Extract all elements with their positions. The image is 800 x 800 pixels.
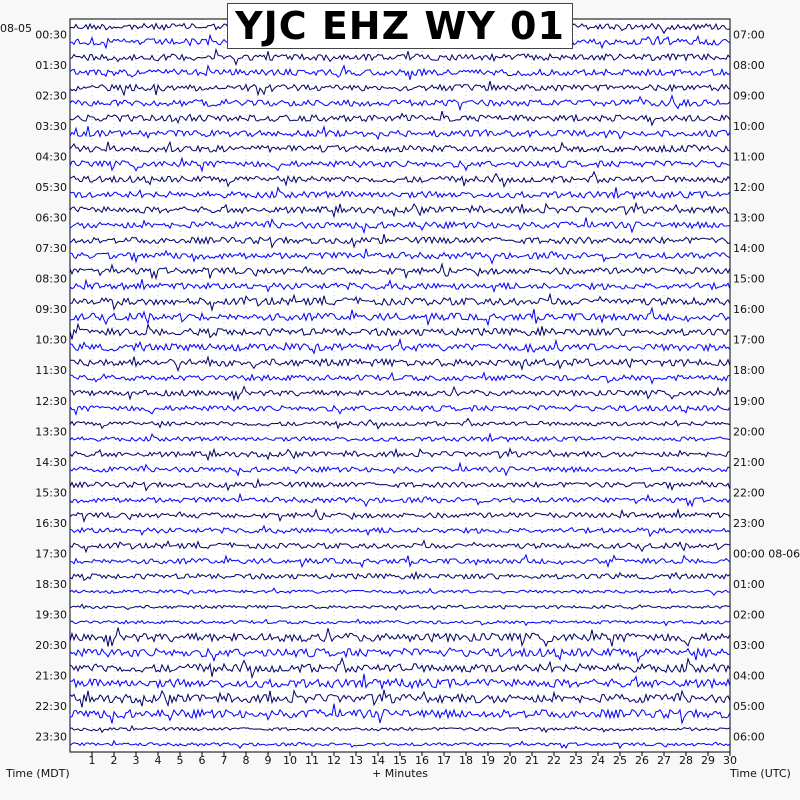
time-label-mdt: 15:30 xyxy=(35,486,67,500)
time-label-mdt: 03:30 xyxy=(35,119,67,133)
x-tick-label: 16 xyxy=(415,754,429,767)
x-tick-label: 17 xyxy=(437,754,451,767)
time-label-mdt: 19:30 xyxy=(35,608,67,622)
minutes-axis-label: + Minutes xyxy=(372,767,429,780)
x-tick-label: 25 xyxy=(613,754,627,767)
x-tick-label: 18 xyxy=(459,754,473,767)
x-tick-label: 27 xyxy=(657,754,671,767)
chart-title: YJC EHZ WY 01 xyxy=(227,3,573,49)
time-axis-label-left: Time (MDT) xyxy=(6,767,70,780)
time-label-utc: 18:00 xyxy=(733,364,765,378)
time-label-utc: 22:00 xyxy=(733,486,765,500)
x-tick-label: 6 xyxy=(198,754,206,767)
x-tick-label: 15 xyxy=(393,754,407,767)
time-label-utc: 13:00 xyxy=(733,211,765,225)
time-label-utc: 15:00 xyxy=(733,272,765,286)
x-tick-label: 14 xyxy=(371,754,385,767)
x-tick-label: 8 xyxy=(242,754,250,767)
time-label-utc: 04:00 xyxy=(733,669,765,683)
date-label-left: 08-05 xyxy=(0,22,32,35)
time-label-utc: 01:00 xyxy=(733,578,765,592)
time-label-mdt: 21:30 xyxy=(35,669,67,683)
time-label-mdt: 10:30 xyxy=(35,333,67,347)
time-label-utc: 09:00 xyxy=(733,89,765,103)
time-label-utc: 21:00 xyxy=(733,455,765,469)
plot-background xyxy=(70,19,730,752)
time-label-mdt: 13:30 xyxy=(35,425,67,439)
time-label-utc: 10:00 xyxy=(733,119,765,133)
x-tick-label: 5 xyxy=(176,754,184,767)
x-tick-label: 1 xyxy=(88,754,96,767)
x-tick-label: 11 xyxy=(305,754,319,767)
time-label-utc: 20:00 xyxy=(733,425,765,439)
time-label-utc: 02:00 xyxy=(733,608,765,622)
time-label-mdt: 22:30 xyxy=(35,700,67,714)
x-tick-label: 10 xyxy=(283,754,297,767)
time-label-mdt: 14:30 xyxy=(35,455,67,469)
time-label-utc: 12:00 xyxy=(733,180,765,194)
x-tick-label: 21 xyxy=(525,754,539,767)
time-label-mdt: 12:30 xyxy=(35,394,67,408)
x-tick-label: 26 xyxy=(635,754,649,767)
x-tick-label: 24 xyxy=(591,754,605,767)
x-tick-label: 2 xyxy=(110,754,118,767)
time-label-mdt: 20:30 xyxy=(35,639,67,653)
x-tick-group xyxy=(89,752,738,767)
time-label-mdt: 08:30 xyxy=(35,272,67,286)
time-label-mdt: 01:30 xyxy=(35,58,67,72)
x-tick-label: 4 xyxy=(154,754,162,767)
time-label-utc: 16:00 xyxy=(733,303,765,317)
x-tick-label: 29 xyxy=(701,754,715,767)
x-tick-label: 7 xyxy=(220,754,228,767)
time-label-utc: 17:00 xyxy=(733,333,765,347)
time-label-mdt: 16:30 xyxy=(35,516,67,530)
x-tick-label: 30 xyxy=(723,754,737,767)
time-label-mdt: 07:30 xyxy=(35,242,67,256)
time-label-mdt: 18:30 xyxy=(35,578,67,592)
time-label-utc: 08:00 xyxy=(733,58,765,72)
time-label-utc: 07:00 xyxy=(733,28,765,42)
time-label-mdt: 17:30 xyxy=(35,547,67,561)
time-label-utc: 03:00 xyxy=(733,639,765,653)
x-tick-label: 19 xyxy=(481,754,495,767)
time-label-utc: 11:00 xyxy=(733,150,765,164)
time-label-mdt: 23:30 xyxy=(35,730,67,744)
time-label-mdt: 11:30 xyxy=(35,364,67,378)
time-label-mdt: 06:30 xyxy=(35,211,67,225)
time-label-utc: 06:00 xyxy=(733,730,765,744)
time-label-mdt: 04:30 xyxy=(35,150,67,164)
x-tick-label: 12 xyxy=(327,754,341,767)
time-label-utc: 14:00 xyxy=(733,242,765,256)
x-tick-label: 13 xyxy=(349,754,363,767)
time-label-mdt: 00:30 xyxy=(35,28,67,42)
x-tick-label: 9 xyxy=(264,754,272,767)
time-label-utc: 23:00 xyxy=(733,516,765,530)
x-tick-label: 22 xyxy=(547,754,561,767)
time-label-mdt: 02:30 xyxy=(35,89,67,103)
time-axis-label-right: Time (UTC) xyxy=(730,767,791,780)
x-tick-label: 23 xyxy=(569,754,583,767)
x-tick-label: 28 xyxy=(679,754,693,767)
time-label-utc: 19:00 xyxy=(733,394,765,408)
time-label-mdt: 05:30 xyxy=(35,180,67,194)
time-label-mdt: 09:30 xyxy=(35,303,67,317)
time-label-utc: 05:00 xyxy=(733,700,765,714)
time-label-utc: 00:00 08-06 xyxy=(733,547,800,561)
x-tick-label: 3 xyxy=(132,754,140,767)
x-tick-label: 20 xyxy=(503,754,517,767)
